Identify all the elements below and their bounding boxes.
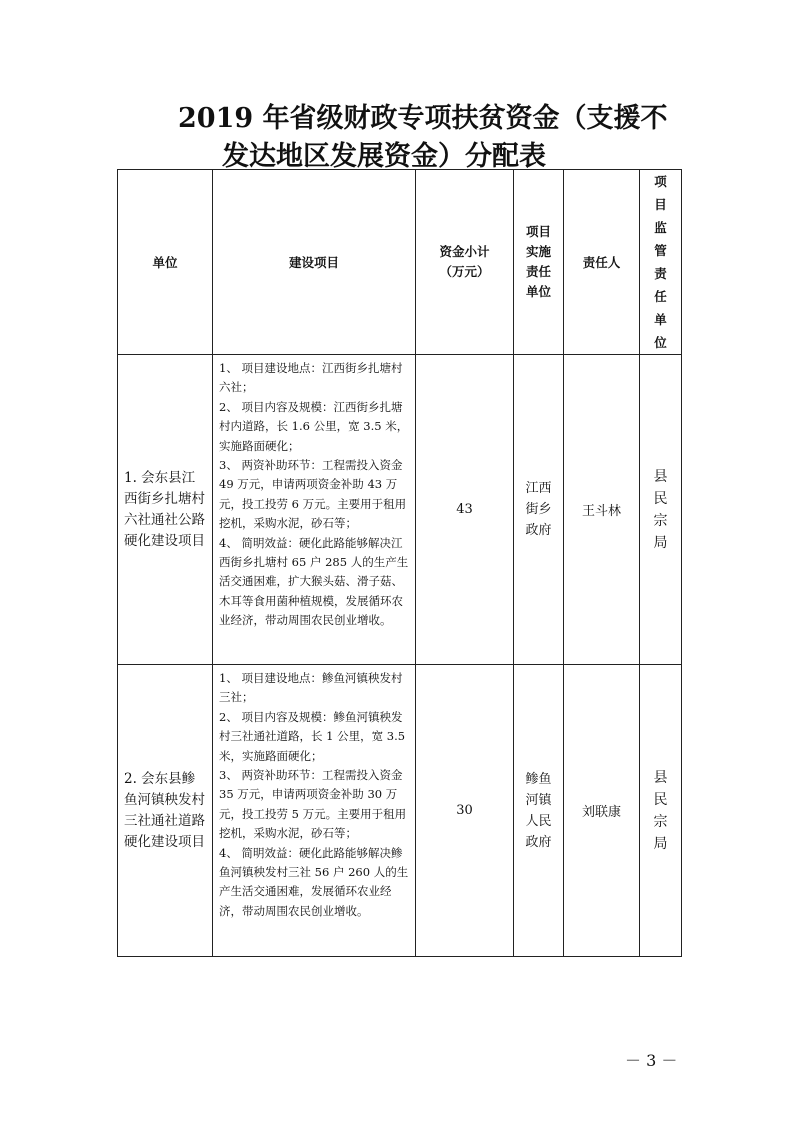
table-row [118, 665, 682, 957]
header-supervisor: 项目监管责任单位 [640, 170, 682, 355]
header-project: 建设项目 [213, 170, 416, 355]
detail-benefit: 4、 简明效益：硬化此路能够解决鲹鱼河镇秧发村三社 56 户 260 人的生产生活交通困难，发展循环农业经济，带动周围农民创业增收。 [219, 845, 409, 918]
person-cell: 刘联康 [564, 665, 640, 957]
unit-cell: 2. 会东县鲹鱼河镇秧发村三社通社道路硬化建设项目 [118, 665, 213, 957]
table-row [118, 355, 682, 665]
header-person: 责任人 [564, 170, 640, 355]
detail-funding: 3、 两资补助环节：工程需投入资金 49 万元，申请两项资金补助 43 万元，投工投劳 6 万元。主要用于租用挖机，采购水泥，砂石等； [219, 458, 407, 531]
fund-cell: 43 [416, 355, 514, 665]
project-details-cell [213, 355, 416, 665]
title-line-1: 2019 年省级财政专项扶贫资金（支援不 [178, 103, 668, 134]
unit-cell: 1. 会东县江西街乡扎塘村六社通社公路硬化建设项目 [118, 355, 213, 665]
detail-scope: 2、 项目内容及规模：鲹鱼河镇秧发村三社通社道路，长 1 公里，宽 3.5 米，实施路面硬化； [219, 709, 406, 763]
fund-cell: 30 [416, 665, 514, 957]
header-fund: 资金小计（万元） [416, 170, 514, 355]
detail-benefit: 4、 简明效益：硬化此路能够解决江西街乡扎塘村 65 户 285 人的生产生活交通困难，扩大猴头菇、滑子菇、木耳等食用菌种植规模，发展循环农业经济，带动周围农民创业增收。 [219, 535, 409, 628]
supervisor-cell: 县民宗局 [640, 355, 682, 665]
supervisor-cell: 县民宗局 [640, 665, 682, 957]
detail-funding: 3、 两资补助环节：工程需投入资金 35 万元，申请两项资金补助 30 万元，投工投劳 5 万元。主要用于租用挖机，采购水泥，砂石等； [219, 768, 407, 841]
document-title [178, 100, 678, 176]
table-header-row [118, 170, 682, 355]
allocation-table [117, 169, 682, 957]
impl-unit-cell: 江西街乡政府 [514, 355, 564, 665]
header-unit: 单位 [118, 170, 213, 355]
person-cell: 王斗林 [564, 355, 640, 665]
detail-location: 1、 项目建设地点：江西街乡扎塘村六社； [219, 361, 403, 395]
page-number: － 3 － [625, 1051, 678, 1070]
header-impl-unit: 项目实施责任单位 [514, 170, 564, 355]
title-line-2: 发达地区发展资金）分配表 [222, 141, 546, 172]
detail-scope: 2、 项目内容及规模：江西街乡扎塘村内道路，长 1.6 公里，宽 3.5 米，实施路面硬化； [219, 399, 409, 453]
impl-unit-cell: 鲹鱼河镇人民政府 [514, 665, 564, 957]
detail-location: 1、 项目建设地点：鲹鱼河镇秧发村三社； [219, 671, 403, 705]
project-details-cell [213, 665, 416, 957]
